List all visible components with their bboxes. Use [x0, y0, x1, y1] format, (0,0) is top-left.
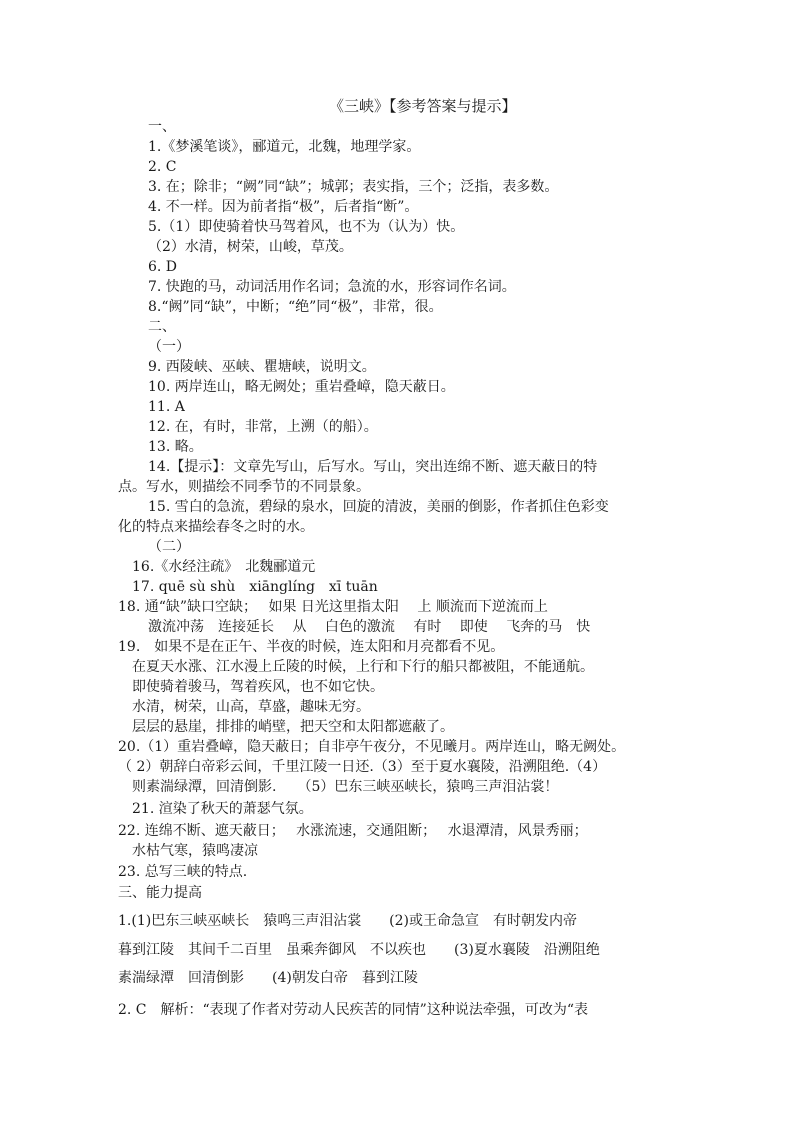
text-line: （二） — [148, 539, 190, 555]
text-line: 即使骑着骏马，驾着疾风，也不如它快。 — [132, 679, 384, 695]
text-line: （2）水清，树荣，山峻，草茂。 — [148, 239, 353, 255]
text-line: 2. C 解析：“表现了作者对劳动人民疾苦的同情”这种说法牵强，可改为“表 — [118, 1002, 588, 1018]
text-line: 则素湍绿潭，回清倒影. （5）巴东三峡巫峡长，猿鸣三声泪沾裳！ — [132, 779, 559, 795]
text-line: 21. 渲染了秋天的萧瑟气氛。 — [132, 801, 313, 817]
text-line: 1.《梦溪笔谈》，郦道元，北魏，地理学家。 — [148, 139, 421, 155]
text-line: 4. 不一样。因为前者指“极”，后者指“断”。 — [148, 199, 419, 215]
text-line: 素湍绿潭 回清倒影 (4)朝发白帝 暮到江陵 — [118, 970, 418, 986]
text-line: 14.【提示】：文章先写山，后写水。写山，突出连绵不断、遮天蔽日的特 — [148, 459, 598, 475]
text-line: 化的特点来描绘春冬之时的水。 — [118, 519, 314, 535]
text-line: 水清，树荣，山高，草盛，趣味无穷。 — [132, 699, 370, 715]
text-line: 23. 总写三峡的特点. — [118, 864, 248, 880]
text-line: 一、 — [148, 119, 176, 135]
text-line: 二、 — [148, 319, 176, 335]
text-line: 11. A — [148, 399, 185, 415]
text-line: 16.《水经注疏》 北魏郦道元 — [132, 559, 316, 575]
text-line: 点。写水，则描绘不同季节的不同景象。 — [118, 479, 370, 495]
text-line: 13. 略。 — [148, 439, 203, 455]
text-line: 20.（1）重岩叠嶂，隐天蔽日；自非亭午夜分，不见曦月。两岸连山，略无阙处。 — [118, 739, 626, 755]
text-line: 17. quē sù shù xiānglíng xī tuān — [132, 579, 378, 595]
text-line: 9. 西陵峡、巫峡、瞿塘峡，说明文。 — [148, 359, 376, 375]
text-line: 19. 如果不是在正午、半夜的时候，连太阳和月亮都看不见。 — [118, 639, 505, 655]
text-line: 7. 快跑的马，动词活用作名词；急流的水，形容词作名词。 — [148, 279, 516, 295]
text-line: 15. 雪白的急流，碧绿的泉水，回旋的清波，美丽的倒影，作者抓住色彩变 — [148, 499, 609, 515]
text-line: （ 2）朝辞白帝彩云间，千里江陵一日还.（3）至于夏水襄陵，沿溯阻绝.（4） — [118, 759, 607, 775]
text-line: 18. 通“缺”缺口空缺； 如果 日光这里指太阳 上 顺流而下逆流而上 — [118, 599, 548, 615]
text-line: 暮到江陵 其间千二百里 虽乘奔御风 不以疾也 (3)夏水襄陵 沿溯阻绝 — [118, 942, 600, 958]
text-line: （一） — [148, 339, 190, 355]
text-line: 6. D — [148, 259, 178, 275]
text-line: 10. 两岸连山，略无阙处；重岩叠嶂，隐天蔽日。 — [148, 379, 455, 395]
text-line: 8.“阙”同“缺”，中断；“绝”同“极”，非常，很。 — [148, 299, 443, 315]
text-line: 22. 连绵不断、遮天蔽日； 水涨流速，交通阻断； 水退潭清，风景秀丽； — [118, 823, 588, 839]
text-line: 三、能力提高 — [118, 885, 202, 901]
text-line: 5.（1）即使骑着快马驾着风，也不为（认为）快。 — [148, 219, 465, 235]
doc-title: 《三峡》【参考答案与提示】 — [329, 97, 517, 115]
text-line: 12. 在，有时，非常，上溯（的船）。 — [148, 419, 378, 435]
text-line: 3. 在；除非；“阙”同“缺”；城郭；表实指，三个；泛指，表多数。 — [148, 179, 559, 195]
text-line: 层层的悬崖，排排的峭壁，把天空和太阳都遮蔽了。 — [132, 719, 454, 735]
text-line: 2. C — [148, 159, 177, 175]
text-line: 水枯气寒，猿鸣凄凉 — [132, 843, 258, 859]
text-line: 在夏天水涨、江水漫上丘陵的时候，上行和下行的船只都被阻，不能通航。 — [132, 659, 594, 675]
text-line: 1.(1)巴东三峡巫峡长 猿鸣三声泪沾裳 (2)或王命急宣 有时朝发内帝 — [118, 913, 578, 929]
text-line: 激流冲荡 连接延长 从 白色的激流 有时 即使 飞奔的马 快 — [148, 619, 591, 635]
